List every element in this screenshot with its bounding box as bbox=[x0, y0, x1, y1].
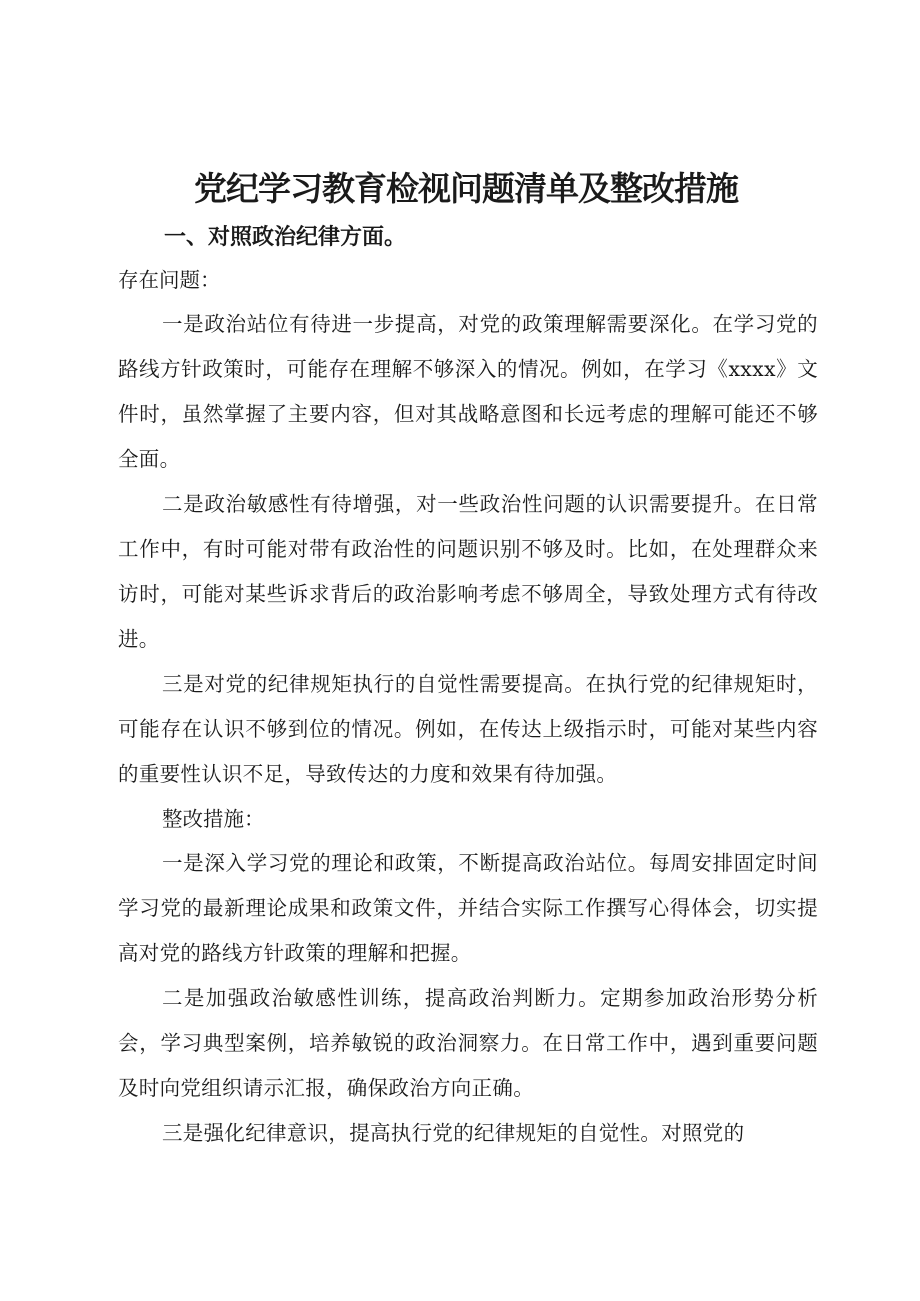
problems-label: 存在问题： bbox=[118, 268, 221, 292]
problem-paragraph-3: 三是对党的纪律规矩执行的自觉性需要提高。在执行党的纪律规矩时，可能存在认识不够到位的情况。例如，在传达上级指示时，可能对某些内容的重要性认识不足，导致传达的力度和效果有待加强。 bbox=[118, 672, 818, 786]
measure-paragraph-2: 二是加强政治敏感性训练，提高政治判断力。定期参加政治形势分析会，学习典型案例，培养敏锐的政治洞察力。在日常工作中，遇到重要问题及时向党组织请示汇报，确保政治方向正确。 bbox=[118, 986, 818, 1100]
measure-paragraph-1: 一是深入学习党的理论和政策，不断提高政治站位。每周安排固定时间学习党的最新理论成果和政策文件，并结合实际工作撰写心得体会，切实提高对党的路线方针政策的理解和把握。 bbox=[118, 851, 818, 965]
measures-label: 整改措施： bbox=[162, 807, 265, 831]
document-title: 党纪学习教育检视问题清单及整改措施 bbox=[194, 169, 738, 208]
document-page bbox=[118, 160, 818, 1156]
problem-paragraph-2: 二是政治敏感性有待增强，对一些政治性问题的认识需要提升。在日常工作中，有时可能对带有政治性的问题识别不够及时。比如，在处理群众来访时，可能对某些诉求背后的政治影响考虑不够周全，导致处理方式有待改进。 bbox=[118, 492, 818, 651]
measure-paragraph-3: 三是强化纪律意识，提高执行党的纪律规矩的自觉性。对照党的 bbox=[162, 1121, 745, 1145]
problem-paragraph-1: 一是政治站位有待进一步提高，对党的政策理解需要深化。在学习党的路线方针政策时，可能存在理解不够深入的情况。例如，在学习《xxxx》文件时，虽然掌握了主要内容，但对其战略意图和长远考虑的理解可能还不够全面。 bbox=[118, 312, 818, 471]
section-heading-political-discipline: 一、对照政治纪律方面。 bbox=[164, 225, 407, 250]
